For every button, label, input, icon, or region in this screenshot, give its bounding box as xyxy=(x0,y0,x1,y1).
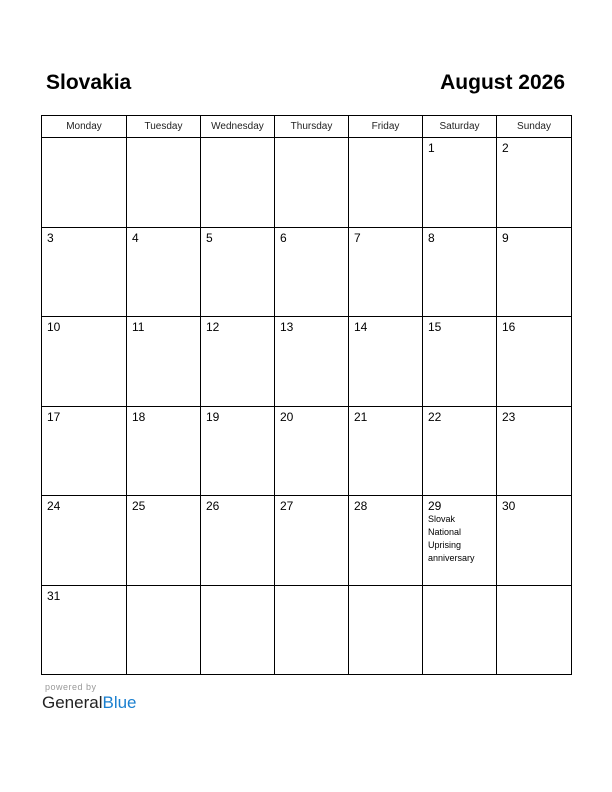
day-number: 6 xyxy=(280,230,287,245)
day-number: 16 xyxy=(502,320,516,334)
weekday-wednesday: Wednesday xyxy=(201,116,275,138)
day-cell[interactable] xyxy=(349,585,423,675)
day-cell[interactable] xyxy=(127,585,201,675)
day-number: 17 xyxy=(47,409,61,424)
day-cell[interactable] xyxy=(497,496,572,586)
day-number: 9 xyxy=(502,230,509,245)
week-row xyxy=(42,496,572,586)
day-number: 11 xyxy=(132,320,145,334)
holiday-event: Slovak National Uprising anniversary xyxy=(428,514,475,563)
week-row xyxy=(42,227,572,317)
day-cell[interactable] xyxy=(275,227,349,317)
day-cell[interactable] xyxy=(42,317,127,407)
day-cell[interactable] xyxy=(201,496,275,586)
day-cell[interactable] xyxy=(423,585,497,675)
day-number: 8 xyxy=(428,230,435,245)
day-number: 20 xyxy=(280,409,294,424)
day-number: 27 xyxy=(280,499,294,513)
weekday-sunday: Sunday xyxy=(497,116,572,138)
day-number: 3 xyxy=(47,230,54,245)
country-title: Slovakia xyxy=(46,71,132,94)
generalblue-logo[interactable] xyxy=(42,693,137,713)
day-number: 23 xyxy=(502,409,516,424)
day-number: 4 xyxy=(132,230,139,245)
day-cell[interactable] xyxy=(201,227,275,317)
day-cell[interactable] xyxy=(127,406,201,496)
day-number: 2 xyxy=(502,141,509,155)
day-cell[interactable] xyxy=(275,317,349,407)
day-number: 12 xyxy=(206,320,220,334)
day-cell[interactable] xyxy=(42,585,127,675)
day-cell[interactable] xyxy=(423,406,497,496)
day-cell[interactable] xyxy=(127,138,201,228)
day-cell[interactable] xyxy=(42,406,127,496)
day-cell[interactable] xyxy=(497,406,572,496)
day-number: 24 xyxy=(47,499,61,513)
day-number: 31 xyxy=(47,588,61,603)
weekday-saturday: Saturday xyxy=(423,116,497,138)
day-cell[interactable] xyxy=(349,406,423,496)
day-cell[interactable] xyxy=(497,138,572,228)
day-number: 28 xyxy=(354,499,368,513)
day-cell[interactable] xyxy=(127,227,201,317)
day-cell[interactable] xyxy=(275,496,349,586)
day-cell[interactable] xyxy=(497,317,572,407)
day-cell[interactable] xyxy=(42,496,127,586)
day-cell[interactable] xyxy=(201,138,275,228)
day-number: 21 xyxy=(354,409,368,424)
powered-by-label: powered by xyxy=(45,682,97,692)
day-cell[interactable] xyxy=(423,496,497,586)
weekday-header-row xyxy=(42,116,572,138)
day-number: 14 xyxy=(354,320,368,334)
day-cell[interactable] xyxy=(42,138,127,228)
day-number: 10 xyxy=(47,320,61,334)
day-cell[interactable] xyxy=(201,406,275,496)
week-row xyxy=(42,138,572,228)
day-cell[interactable] xyxy=(349,317,423,407)
day-number: 19 xyxy=(206,409,220,424)
week-row xyxy=(42,317,572,407)
day-cell[interactable] xyxy=(275,406,349,496)
calendar-grid xyxy=(41,115,572,675)
day-number: 30 xyxy=(502,499,516,513)
day-number: 18 xyxy=(132,409,146,424)
day-cell[interactable] xyxy=(423,227,497,317)
day-cell[interactable] xyxy=(423,317,497,407)
week-row xyxy=(42,406,572,496)
day-number: 29 xyxy=(428,499,442,513)
day-number: 1 xyxy=(428,141,435,155)
day-cell[interactable] xyxy=(275,138,349,228)
day-cell[interactable] xyxy=(349,138,423,228)
day-number: 26 xyxy=(206,499,220,513)
day-cell[interactable] xyxy=(42,227,127,317)
day-number: 25 xyxy=(132,499,146,513)
weekday-friday: Friday xyxy=(349,116,423,138)
brand-general: General xyxy=(42,693,103,712)
day-number: 22 xyxy=(428,409,442,424)
day-number: 7 xyxy=(354,230,361,245)
day-cell[interactable] xyxy=(127,496,201,586)
day-cell[interactable] xyxy=(349,496,423,586)
weekday-monday: Monday xyxy=(42,116,127,138)
day-cell[interactable] xyxy=(423,138,497,228)
day-cell[interactable] xyxy=(349,227,423,317)
day-cell[interactable] xyxy=(201,585,275,675)
day-cell[interactable] xyxy=(497,227,572,317)
month-title: August 2026 xyxy=(440,71,565,94)
day-number: 13 xyxy=(280,320,294,334)
day-number: 15 xyxy=(428,320,442,334)
week-row xyxy=(42,585,572,675)
weekday-tuesday: Tuesday xyxy=(127,116,201,138)
day-cell[interactable] xyxy=(497,585,572,675)
brand-blue: Blue xyxy=(102,693,137,712)
day-cell[interactable] xyxy=(275,585,349,675)
day-cell[interactable] xyxy=(127,317,201,407)
day-number: 5 xyxy=(206,230,213,245)
day-cell[interactable] xyxy=(201,317,275,407)
weekday-thursday: Thursday xyxy=(275,116,349,138)
